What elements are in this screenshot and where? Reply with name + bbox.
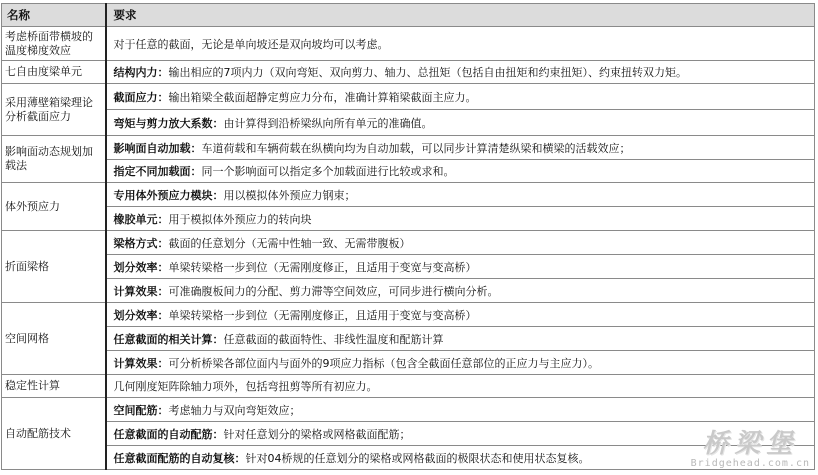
requirement-text: 可分析桥梁各部位面内与面外的9项应力指标（包含全截面任意部位的正应力与主应力）。 xyxy=(168,356,599,370)
spec-table xyxy=(1,3,815,470)
requirement-text: 对于任意的截面，无论是单向坡还是双向坡均可以考虑。 xyxy=(113,37,389,51)
category-cell: 七自由度梁单元 xyxy=(2,61,106,84)
requirement-term: 计算效果： xyxy=(113,284,169,298)
requirement-cell xyxy=(106,160,815,183)
header-requirement: 要求 xyxy=(106,4,815,27)
requirement-text: 可准确腹板间力的分配、剪力滞等空间效应，可同步进行横向分析。 xyxy=(168,284,499,298)
requirement-cell xyxy=(106,27,815,61)
requirement-term: 划分效率： xyxy=(113,308,169,322)
watermark-logo: 桥梁堡 xyxy=(702,429,799,459)
category-cell: 影响面动态规划加载法 xyxy=(2,136,106,183)
requirement-text: 针对04桥规的任意划分的梁格或网格截面的极限状态和使用状态复核。 xyxy=(245,451,590,465)
header-name: 名称 xyxy=(2,4,106,27)
table-row xyxy=(2,207,815,231)
requirement-cell xyxy=(106,398,815,422)
requirement-cell xyxy=(106,422,815,446)
requirement-term: 指定不同加载面： xyxy=(113,165,202,178)
requirement-cell xyxy=(106,351,815,375)
requirement-text: 截面的任意划分（无需中性轴一致、无需带腹板） xyxy=(168,236,411,250)
requirement-cell xyxy=(106,110,815,136)
table-row xyxy=(2,351,815,375)
requirement-text: 单梁转梁格一步到位（无需刚度修正，且适用于变宽与变高桥） xyxy=(168,308,477,322)
requirement-term: 影响面自动加载： xyxy=(113,141,202,155)
requirement-cell xyxy=(106,375,815,398)
requirement-cell xyxy=(106,279,815,303)
requirement-text: 任意截面的截面特性、非线性温度和配筋计算 xyxy=(223,332,444,346)
requirement-term: 专用体外预应力模块： xyxy=(113,188,224,202)
requirement-term: 空间配筋： xyxy=(113,403,169,417)
requirement-term: 弯矩与剪力放大系数： xyxy=(113,116,224,130)
table-row xyxy=(2,84,815,110)
requirement-text: 由计算得到沿桥梁纵向所有单元的准确值。 xyxy=(223,116,433,130)
requirement-cell xyxy=(106,327,815,351)
category-cell: 折面梁格 xyxy=(2,231,106,303)
category-cell: 体外预应力 xyxy=(2,183,106,231)
table-row xyxy=(2,136,815,160)
requirement-text: 用于模拟体外预应力的转向块 xyxy=(168,212,312,226)
requirement-term: 划分效率： xyxy=(113,260,169,274)
table-row xyxy=(2,27,815,61)
requirement-cell xyxy=(106,303,815,327)
requirement-text: 针对任意划分的梁格或网格截面配筋； xyxy=(223,427,411,441)
header-row xyxy=(2,4,815,27)
requirement-cell xyxy=(106,446,815,470)
table-row xyxy=(2,110,815,136)
requirement-text: 用以模拟体外预应力钢束； xyxy=(223,188,356,202)
requirement-cell xyxy=(106,136,815,160)
requirement-text: 输出箱梁全截面超静定剪应力分布，准确计算箱梁截面主应力。 xyxy=(168,90,477,104)
table-row xyxy=(2,255,815,279)
table-row xyxy=(2,279,815,303)
table-row xyxy=(2,422,815,446)
requirement-text: 考虑轴力与双向弯矩效应； xyxy=(168,403,301,417)
requirement-term: 计算效果： xyxy=(113,356,169,370)
requirement-cell xyxy=(106,255,815,279)
table-row xyxy=(2,183,815,207)
requirement-cell xyxy=(106,61,815,84)
requirement-text: 车道荷载和车辆荷载在纵横向均为自动加载，可以同步计算清楚纵梁和横梁的活载效应； xyxy=(201,141,631,155)
requirement-term: 结构内力： xyxy=(113,66,169,79)
table-row xyxy=(2,398,815,422)
category-cell: 自动配筋技术 xyxy=(2,398,106,470)
table-row xyxy=(2,231,815,255)
requirement-text: 单梁转梁格一步到位（无需刚度修正，且适用于变宽与变高桥） xyxy=(168,260,477,274)
requirement-term: 任意截面的相关计算： xyxy=(113,332,224,346)
table-row xyxy=(2,303,815,327)
requirement-text: 同一个影响面可以指定多个加载面进行比较或求和。 xyxy=(201,165,455,178)
table-row xyxy=(2,375,815,398)
requirement-term: 截面应力： xyxy=(113,90,169,104)
requirement-cell xyxy=(106,183,815,207)
requirement-term: 梁格方式： xyxy=(113,236,169,250)
requirement-text: 几何刚度矩阵除轴力项外，包括弯扭剪等所有初应力。 xyxy=(113,380,378,393)
table-row xyxy=(2,61,815,84)
category-cell: 稳定性计算 xyxy=(2,375,106,398)
requirement-text: 输出相应的7项内力（双向弯矩、双向剪力、轴力、总扭矩（包括自由扭矩和约束扭矩）、约束扭转双力矩。 xyxy=(168,66,687,79)
category-cell: 空间网格 xyxy=(2,303,106,375)
category-cell: 采用薄壁箱梁理论分析截面应力 xyxy=(2,84,106,136)
watermark-url: Bridgehead.com.cn xyxy=(690,458,810,469)
category-cell: 考虑桥面带横坡的温度梯度效应 xyxy=(2,27,106,61)
requirement-cell xyxy=(106,231,815,255)
requirement-term: 任意截面的自动配筋： xyxy=(113,427,224,441)
requirement-cell xyxy=(106,84,815,110)
table-row xyxy=(2,446,815,470)
table-row xyxy=(2,160,815,183)
requirement-term: 橡胶单元： xyxy=(113,212,169,226)
requirement-cell xyxy=(106,207,815,231)
requirement-term: 任意截面配筋的自动复核： xyxy=(113,451,246,465)
table-row xyxy=(2,327,815,351)
